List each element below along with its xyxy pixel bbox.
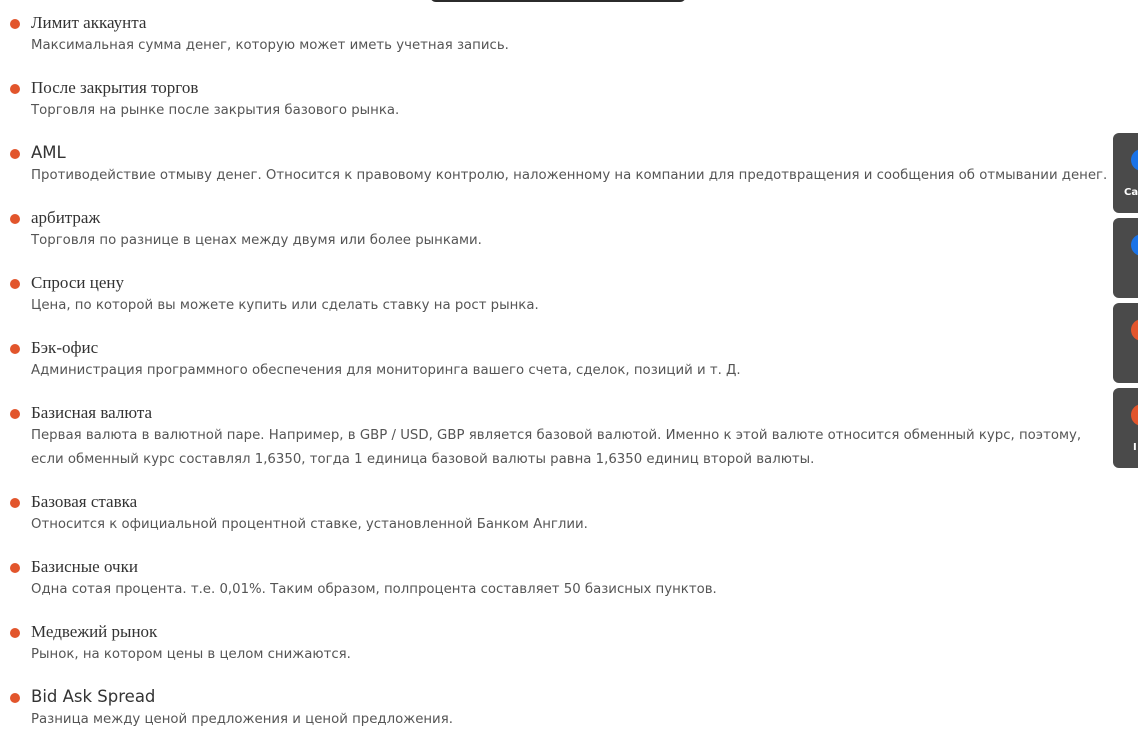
widget-label: I	[1133, 442, 1137, 453]
term-description: Одна сотая процента. т.е. 0,01%. Таким образом, полпроцента составляет 50 базисных пунктов.	[31, 582, 717, 597]
bullet-icon	[10, 498, 20, 508]
widget-icon	[1131, 234, 1138, 256]
bullet-icon	[10, 628, 20, 638]
term-description: Противодействие отмыву денег. Относится к правовому контролю, наложенному на компании для предотвращения и сообщения об отмывании денег.	[31, 168, 1108, 183]
bullet-icon	[10, 279, 20, 289]
bullet-icon	[10, 19, 20, 29]
side-widget-4[interactable]	[1113, 388, 1138, 468]
widget-icon	[1131, 404, 1138, 426]
term-description: Торговля по разнице в ценах между двумя или более рынками.	[31, 233, 482, 248]
bullet-icon	[10, 214, 20, 224]
term-title: Базисные очки	[31, 557, 138, 576]
term-title: Медвежий рынок	[31, 622, 158, 641]
term-title: Базисная валюта	[31, 403, 153, 422]
term-title: Спроси цену	[31, 273, 124, 292]
term-description: Относится к официальной процентной ставке, установленной Банком Англии.	[31, 517, 588, 532]
bullet-icon	[10, 693, 20, 703]
bullet-icon	[10, 149, 20, 159]
term-title: Базовая ставка	[31, 492, 138, 511]
term-title: Лимит аккаунта	[31, 13, 147, 32]
term-description: Администрация программного обеспечения для мониторинга вашего счета, сделок, позиций и т. Д.	[31, 363, 741, 378]
bullet-icon	[10, 563, 20, 573]
term-title: арбитраж	[31, 208, 101, 227]
term-title: После закрытия торгов	[31, 78, 199, 97]
term-description: Разница между ценой предложения и ценой предложения.	[31, 712, 453, 727]
side-widgets	[1113, 0, 1138, 738]
term-description: Максимальная сумма денег, которую может иметь учетная запись.	[31, 38, 509, 53]
term-description: Цена, по которой вы можете купить или сделать ставку на рост рынка.	[31, 298, 539, 313]
side-widget-1[interactable]	[1113, 133, 1138, 213]
term-title: AML	[31, 143, 66, 162]
side-widget-2[interactable]	[1113, 218, 1138, 298]
bullet-icon	[10, 344, 20, 354]
term-description: Рынок, на котором цены в целом снижаются.	[31, 647, 351, 662]
widget-icon	[1131, 149, 1138, 171]
widget-label: Ca	[1124, 187, 1138, 198]
side-widget-3[interactable]	[1113, 303, 1138, 383]
bullet-icon	[10, 409, 20, 419]
widget-icon	[1131, 319, 1138, 341]
top-tab[interactable]	[430, 0, 686, 2]
term-title: Бэк-офис	[31, 338, 99, 357]
term-description: Торговля на рынке после закрытия базового рынка.	[31, 103, 400, 118]
term-title: Bid Ask Spread	[31, 687, 156, 706]
term-description: Первая валюта в валютной паре. Например, в GBP / USD, GBP является базовой валютой. Именно к этой валюте относится обменный курс, поэтому, если обменный курс составлял 1,6350, тогда 1 единица базовой валюты равна 1,6350 единиц второй валюты.	[31, 428, 1082, 467]
bullet-icon	[10, 84, 20, 94]
